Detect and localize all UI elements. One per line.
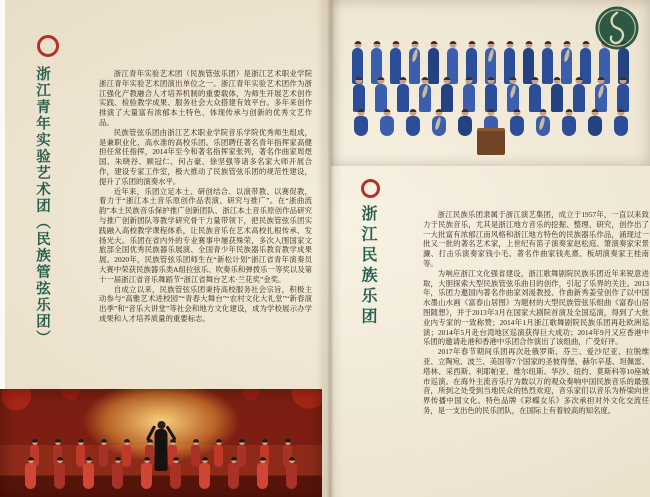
body-paragraph: 自成立以来，民族管弦乐团秉持高校服务社会宗旨，积极主动参与“高雅艺术进校园”“青春大舞台”“农村文化大礼堂”“新春演出季”和“音乐大讲堂”等社会和地方文化建设，成为学校展示办学成果和人才培养质量的重要标志。 (99, 284, 312, 323)
musician-figure (562, 116, 576, 136)
left-page-body (99, 69, 312, 324)
musician-figure (529, 84, 541, 112)
musician-figure (463, 84, 475, 112)
musician-figure (614, 116, 628, 136)
musician-figure (536, 116, 550, 136)
performer-figure (286, 463, 297, 489)
left-page-title: 浙江青年实验艺术团（民族管弦乐团） (34, 66, 50, 347)
musician-figure (485, 84, 497, 112)
orchestra-emblem-logo-icon (594, 5, 640, 51)
musician-figure (441, 84, 453, 112)
conductor-podium (477, 128, 505, 155)
musician-figure (353, 84, 365, 112)
section-marker-ring-icon (37, 35, 59, 57)
musician-figure (428, 48, 439, 84)
musician-figure (380, 116, 394, 136)
body-paragraph: 近年来，乐团立足本土、研创结合、以演带教、以赛促教，着力于“浙江本土音乐原创作品表演、研究与推广”。在“浙曲流韵”本土民族音乐保护推广创新团队、浙江本土音乐原创作品研究与推广创新团队等教学研究骨干力量带领下，把民族管弦乐团实践融入高校教学课程体系，让民族音乐在艺术高校扎根传承、发扬光大。乐团在省内外的专业赛事中屡获殊荣，多次入围国家文旅部全国优秀民族器乐展演、全国青少年民族器乐教育教学成果展。2020年，民族管弦乐团师生在“新松计划”浙江省青年演奏员大赛中荣获民族器乐类A组拉弦乐、吹奏乐和弹拨乐一等奖以及第十一届浙江省音乐舞蹈节“浙江省舞台艺术·兰花奖”金奖。 (99, 186, 312, 284)
performer-figure (25, 463, 36, 489)
performer-figure (83, 463, 94, 489)
musician-figure (406, 116, 420, 136)
body-paragraph: 为响应浙江文化强省建设，浙江歌舞剧院民族乐团近年来锐意进取，大胆探索大型民族管弦乐曲目的创作，引起了乐界的关注。2013年，乐团力邀国内著名作曲家刘湲教授、作曲新秀姜莹创作了以中国水墨山水画《富春山居图》为题材的大型民族管弦乐组曲《富春山居图随想》，并于2013年3月在国家大剧院首演及全国巡演，得到了大批业内专家的一致称赞；2014年1月浙江歌舞剧院民族乐团再赴欧洲巡演；2014年5月赴台湾地区巡演获得巨大成功；2014年9月又应香港中乐团的邀请赴港和香港中乐团合作演出了该组曲，广受好评。 (423, 268, 649, 347)
orchestra-group-photo (331, 0, 650, 166)
page-right (327, 0, 650, 497)
performer-figure (54, 463, 65, 489)
performer-figure (112, 463, 123, 489)
performer-figure (199, 463, 210, 489)
performer-figure (228, 463, 239, 489)
right-page-body (423, 210, 649, 416)
right-page-title: 浙江民族乐团 (359, 205, 376, 328)
musician-figure (354, 116, 368, 136)
musician-figure (561, 48, 572, 84)
musician-figure (510, 116, 524, 136)
musician-figure (432, 116, 446, 136)
section-marker-ring-icon (361, 179, 380, 198)
musician-figure (542, 48, 553, 84)
body-paragraph: 民族管弦乐团由浙江艺术职业学院音乐学院优秀师生组成，是兼职业化、高水准的高校乐团。乐团聘任著名青年指挥家高健担任常任指挥，2014年至今和著名指挥家张列，著名作曲家周煜国、朱晓谷、顾冠仁、何占豪、徐坚强等诸多名家大师开展合作，建设专家工作室，极大推动了民族管弦乐团的规范性建设，提升了乐团的演奏水平。 (99, 127, 312, 186)
musician-figure (588, 116, 602, 136)
musician-figure (419, 84, 431, 112)
musician-figure (573, 84, 585, 112)
body-paragraph: 浙江青年实验艺术团（民族管弦乐团）是浙江艺术职业学院浙江青年实验艺术团演出单位之一。浙江青年实验艺术团作为浙江强化产教融合人才培养机制的重要载体，为师生开展艺术创作实践、检验教学成果、服务社会大众搭建有效平台。多年来创作排演了大量富有浓郁本土特色、体现传承与创新的优秀文艺作品。 (99, 69, 312, 127)
orchestra-row (331, 84, 650, 112)
performer-figure (141, 463, 152, 489)
performer-figure (257, 463, 268, 489)
musician-figure (409, 48, 420, 84)
musician-figure (397, 84, 409, 112)
scan-edge (0, 0, 5, 389)
musician-figure (617, 84, 629, 112)
musician-figure (595, 84, 607, 112)
body-paragraph: 浙江民族乐团隶属于浙江演艺集团，成立于1957年，一直以来致力于民族音乐，尤其是浙江地方音乐的挖掘、整理、研究，创作出了一大批富有浓郁江南风格和浙江地方特色的民族器乐作品，涌现过一批又一批的著名艺术家，上世纪有笛子演奏家赵松庭、箫演奏家宋景濂、打击乐演奏家钱小毛、著名作曲家钱兆熹、板胡演奏家王桂南等。 (423, 210, 649, 268)
performer-figure (170, 463, 181, 489)
stage-performance-photo (0, 389, 322, 497)
musician-figure (375, 84, 387, 112)
musician-figure (507, 84, 519, 112)
conductor-figure (155, 429, 168, 471)
body-paragraph: 2017年春节期间乐团再次赴俄罗斯、芬兰、爱沙尼亚、拉脱维亚、立陶宛、波兰、美国等7个国家的圣彼得堡、赫尔辛基、坦佩雷、塔林、采西斯、利耶帕亚、维尔纽斯、华沙、纽约、莫斯科等10座城市巡演。在海外主流音乐厅为数以万的观众奏响中国民族音乐的最强音，所到之处受到当地民众的热烈欢迎，音乐家们以音乐为桥梁向世界传播中国文化。特色品牌《彩蝶女乐》多次承担对外文化交流任务，是一支出色的民乐团队，在国际上有着较高的知名度。 (423, 347, 649, 415)
musician-figure (458, 116, 472, 136)
musician-figure (551, 84, 563, 112)
